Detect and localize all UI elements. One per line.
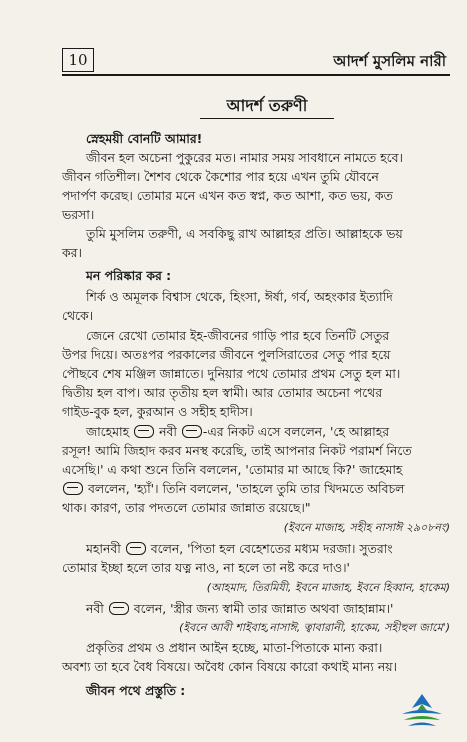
text-fragment: মহানবী	[86, 541, 121, 556]
text-line	[62, 480, 450, 498]
text-line: কর।	[62, 245, 82, 260]
text-fragment: বলেন, 'পিতা হল বেহেশতের মধ্যম দরজা। সুতরাং	[150, 541, 393, 556]
text-line: থেকে।	[62, 308, 94, 323]
text-line	[86, 423, 450, 441]
salutation: স্নেহময়ী বোনটি আমার!	[86, 131, 203, 146]
salutation-symbol-icon	[63, 482, 83, 495]
text-line: থাক। কারণ, তার পদতলে তোমার জান্নাত রয়েছে।"	[62, 500, 311, 515]
salutation-symbol-icon	[109, 602, 129, 615]
text-line: জেনে রেখো তোমার ইহ-জীবনের গাড়ি পার হবে তিনটি সেতুর	[86, 328, 390, 343]
text-line: এসেছি।' এ কথা শুনে তিনি বললেন, 'তোমার মা আছে কি?' জাহেমাহ	[62, 462, 403, 477]
text-fragment: বললেন, 'হ্যাঁ'। তিনি বললেন, 'তাহলে তুমি তার খিদমতে অবিচল	[87, 481, 405, 496]
text-line	[86, 540, 450, 558]
text-line: শির্ক ও অমূলক বিশ্বাস থেকে, হিংসা, ঈর্ষা, গর্ব, অহংকার ইত্যাদি	[86, 289, 393, 304]
citation: (ইবনে আবী শাইবাহ,নাসাঈ, ত্বাবারানী, হাকেম, সহীহুল জামে')	[179, 621, 450, 634]
text-fragment: বলেন, 'স্ত্রীর জন্য স্বামী তার জান্নাত অথবা জাহান্নাম।'	[133, 601, 394, 616]
text-line: ভরসা।	[62, 207, 95, 222]
salutation-symbol-icon	[134, 425, 154, 438]
text-fragment: নবী	[159, 424, 177, 439]
text-line: রসূল! আমি জিহাদ করব মনস্থ করেছি, তাই আপনার নিকট পরামর্শ নিতে	[62, 443, 412, 458]
page-header	[62, 46, 450, 76]
text-line: তোমার ইচ্ছা হলে তার যত্ন নাও, না হলে তা নষ্ট করে দাও।'	[62, 560, 350, 575]
book-title: আদর্শ মুসলিম নারী	[333, 52, 446, 70]
section-heading: মন পরিষ্কার কর :	[86, 268, 172, 283]
text-line: দ্বিতীয় হল বাপ। আর তৃতীয় হল স্বামী। আর তোমার অচেনা পথের	[62, 385, 383, 400]
text-line: জীবন গতিশীল। শৈশব থেকে কৈশোর পার হয়ে এখন তুমি যৌবনে	[62, 169, 379, 184]
text-line: উপর দিয়ে। অতঃপর পরকালের জীবনে পুলসিরাতের সেতু পার হয়ে	[62, 347, 391, 362]
text-fragment: জাহেমাহ	[86, 424, 130, 439]
text-line: পদার্পণ করেছ। তোমার মনে এখন কত স্বপ্ন, কত আশা, কত ভয়, কত	[62, 188, 393, 203]
text-line: তুমি মুসলিম তরুণী, এ সবকিছু রাখ আল্লাহর প্রতি। আল্লাহকে ভয়	[86, 226, 403, 241]
text-fragment: -এর নিকট এসে বললেন, 'হে আল্লাহর	[202, 424, 390, 439]
text-line: প্রকৃতির প্রথম ও প্রধান আইন হচ্ছে, মাতা-পিতাকে মান্য করা।	[86, 640, 383, 655]
text-line: জীবন হল অচেনা পুকুরের মত। নামার সময় সাবধানে নামতে হবে।	[86, 150, 403, 165]
citation: (আহমাদ, তিরমিযী, ইবনে মাজাহ, ইবনে হিব্বান, হাকেম)	[206, 581, 450, 594]
text-line: গাইড-বুক হল, কুরআন ও সহীহ হাদীস।	[62, 404, 253, 419]
text-line: পৌছবে শেষ মঞ্জিল জান্নাতে। দুনিয়ার পথে তোমার প্রথম সেতু হল মা।	[62, 366, 401, 381]
chapter-title: আদর্শ তরুণী	[200, 94, 334, 119]
page-number: 10	[62, 48, 94, 72]
salutation-symbol-icon	[126, 542, 146, 555]
text-line: অবশ্য তা হবে বৈধ বিষয়ে। অবৈধ কোন বিষয়ে কারো কথাই মান্য নয়।	[62, 659, 397, 674]
publisher-logo-icon	[398, 692, 446, 732]
section-heading: জীবন পথে প্রস্তুতি :	[86, 683, 186, 698]
salutation-symbol-icon	[182, 425, 202, 438]
text-line	[86, 600, 450, 618]
text-fragment: নবী	[86, 601, 104, 616]
citation: (ইবনে মাজাহ, সহীহ নাসাঈ ২৯০৮নং)	[283, 521, 450, 534]
